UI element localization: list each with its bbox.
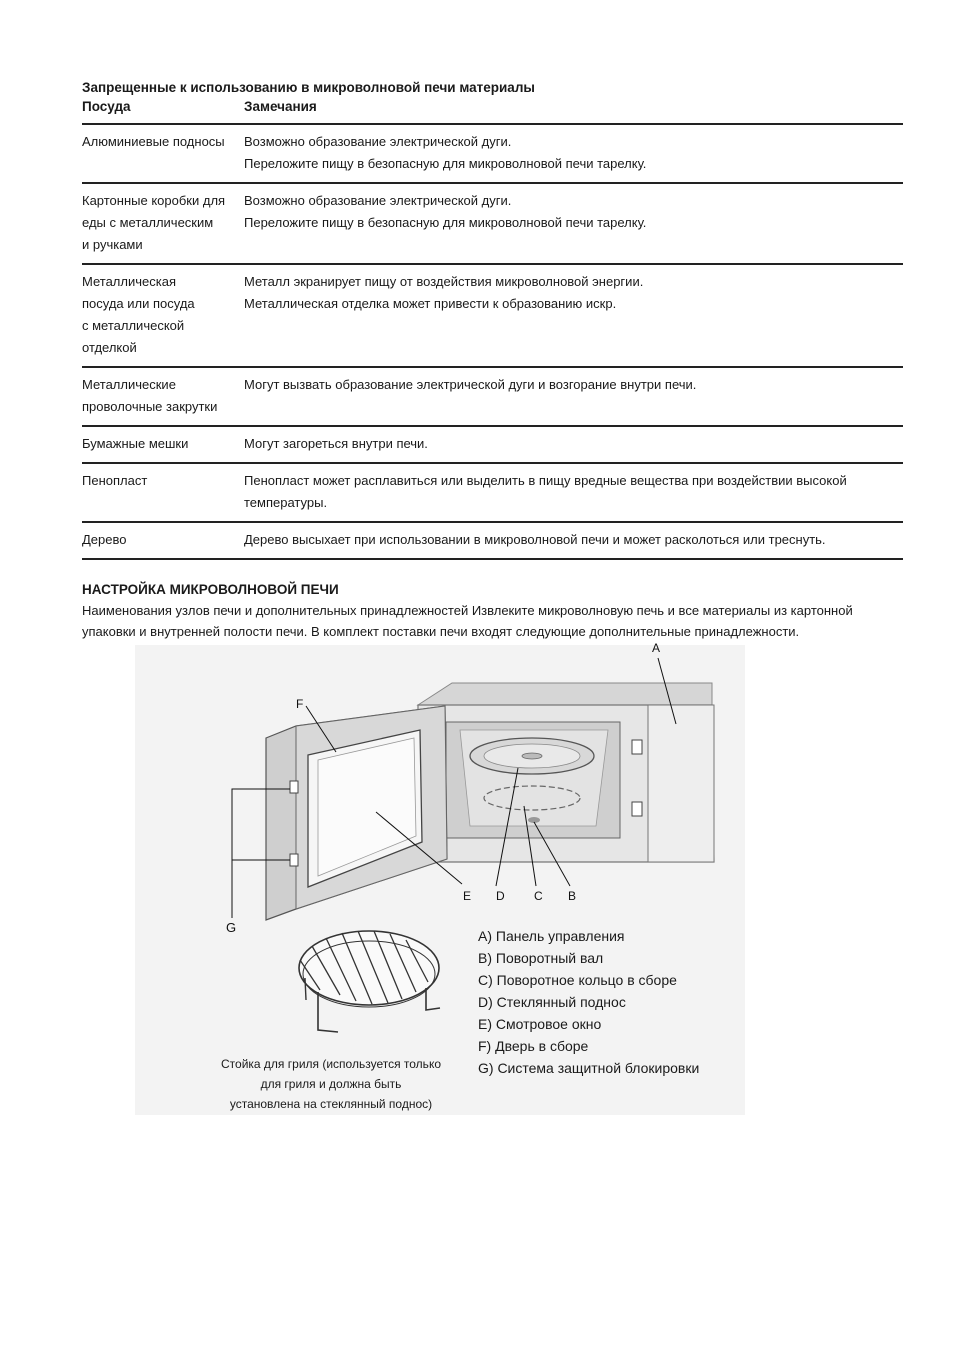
row-note: Металл экранирует пищу от воздействия микроволновой энергии. Металлическая отделка может привести к образованию искр. — [244, 274, 644, 311]
microwave-diagram — [0, 640, 954, 1120]
table-header — [82, 97, 903, 125]
row-item: Алюминиевые подносы — [82, 134, 225, 149]
row-note: Возможно образование электрической дуги. Переложите пищу в безопасную для микроволновой печи тарелку. — [244, 193, 647, 230]
table-row — [82, 523, 903, 560]
row-note: Дерево высыхает при использовании в микроволновой печи и может расколоться или треснуть. — [244, 532, 826, 547]
header-dishes: Посуда — [82, 99, 131, 114]
row-note: Возможно образование электрической дуги. Переложите пищу в безопасную для микроволновой печи тарелку. — [244, 134, 647, 171]
parts-list-item: G) Система защитной блокировки — [478, 1060, 700, 1076]
page-content — [82, 78, 903, 642]
parts-list-item: E) Смотровое окно — [478, 1016, 602, 1032]
section-title: НАСТРОЙКА МИКРОВОЛНОВОЙ ПЕЧИ — [82, 582, 339, 597]
table-row — [82, 368, 903, 427]
row-item: Дерево — [82, 532, 127, 547]
label-b: B — [568, 889, 577, 903]
parts-list-item: F) Дверь в сборе — [478, 1038, 589, 1054]
parts-list-item: C) Поворотное кольцо в сборе — [478, 972, 677, 988]
row-item: Пенопласт — [82, 473, 148, 488]
oven-body — [418, 683, 714, 862]
row-item: Картонные коробки для еды с металлическим и ручками — [82, 193, 226, 252]
row-note: Могут вызвать образование электрической дуги и возгорание внутри печи. — [244, 377, 697, 392]
header-notes: Замечания — [244, 99, 317, 114]
table-row — [82, 464, 903, 523]
parts-list — [478, 925, 699, 1079]
label-f: F — [296, 697, 304, 711]
row-note: Могут загореться внутри печи. — [244, 436, 428, 451]
table-title: Запрещенные к использованию в микроволновой печи материалы — [82, 80, 535, 95]
table-row — [82, 184, 903, 265]
parts-list-item: A) Панель управления — [478, 928, 625, 944]
label-g: G — [226, 920, 237, 935]
section-text: Наименования узлов печи и дополнительных принадлежностей Извлеките микроволновую печь и все материалы из картонной упаковки и внутренней полости печи. В комплект поставки печи входят следующие дополнительные принадлежности. — [82, 603, 853, 639]
table-row — [82, 265, 903, 368]
row-note: Пенопласт может расплавиться или выделить в пищу вредные вещества при воздействии высокой температуры. — [244, 473, 847, 510]
grill-rack-caption: Стойка для гриля (используется только для гриля и должна быть установлена на стеклянный поднос) — [221, 1057, 441, 1111]
row-item: Металлические проволочные закрутки — [82, 377, 218, 414]
parts-list-item: B) Поворотный вал — [478, 950, 604, 966]
row-item: Бумажные мешки — [82, 436, 189, 451]
label-c: C — [534, 889, 543, 903]
parts-list-item: D) Стеклянный поднос — [478, 994, 626, 1010]
label-a: A — [652, 641, 661, 655]
row-item: Металлическая посуда или посуда с металлической отделкой — [82, 274, 195, 355]
table-row — [82, 427, 903, 464]
table-row — [82, 125, 903, 184]
label-d: D — [496, 889, 505, 903]
label-e: E — [463, 889, 472, 903]
